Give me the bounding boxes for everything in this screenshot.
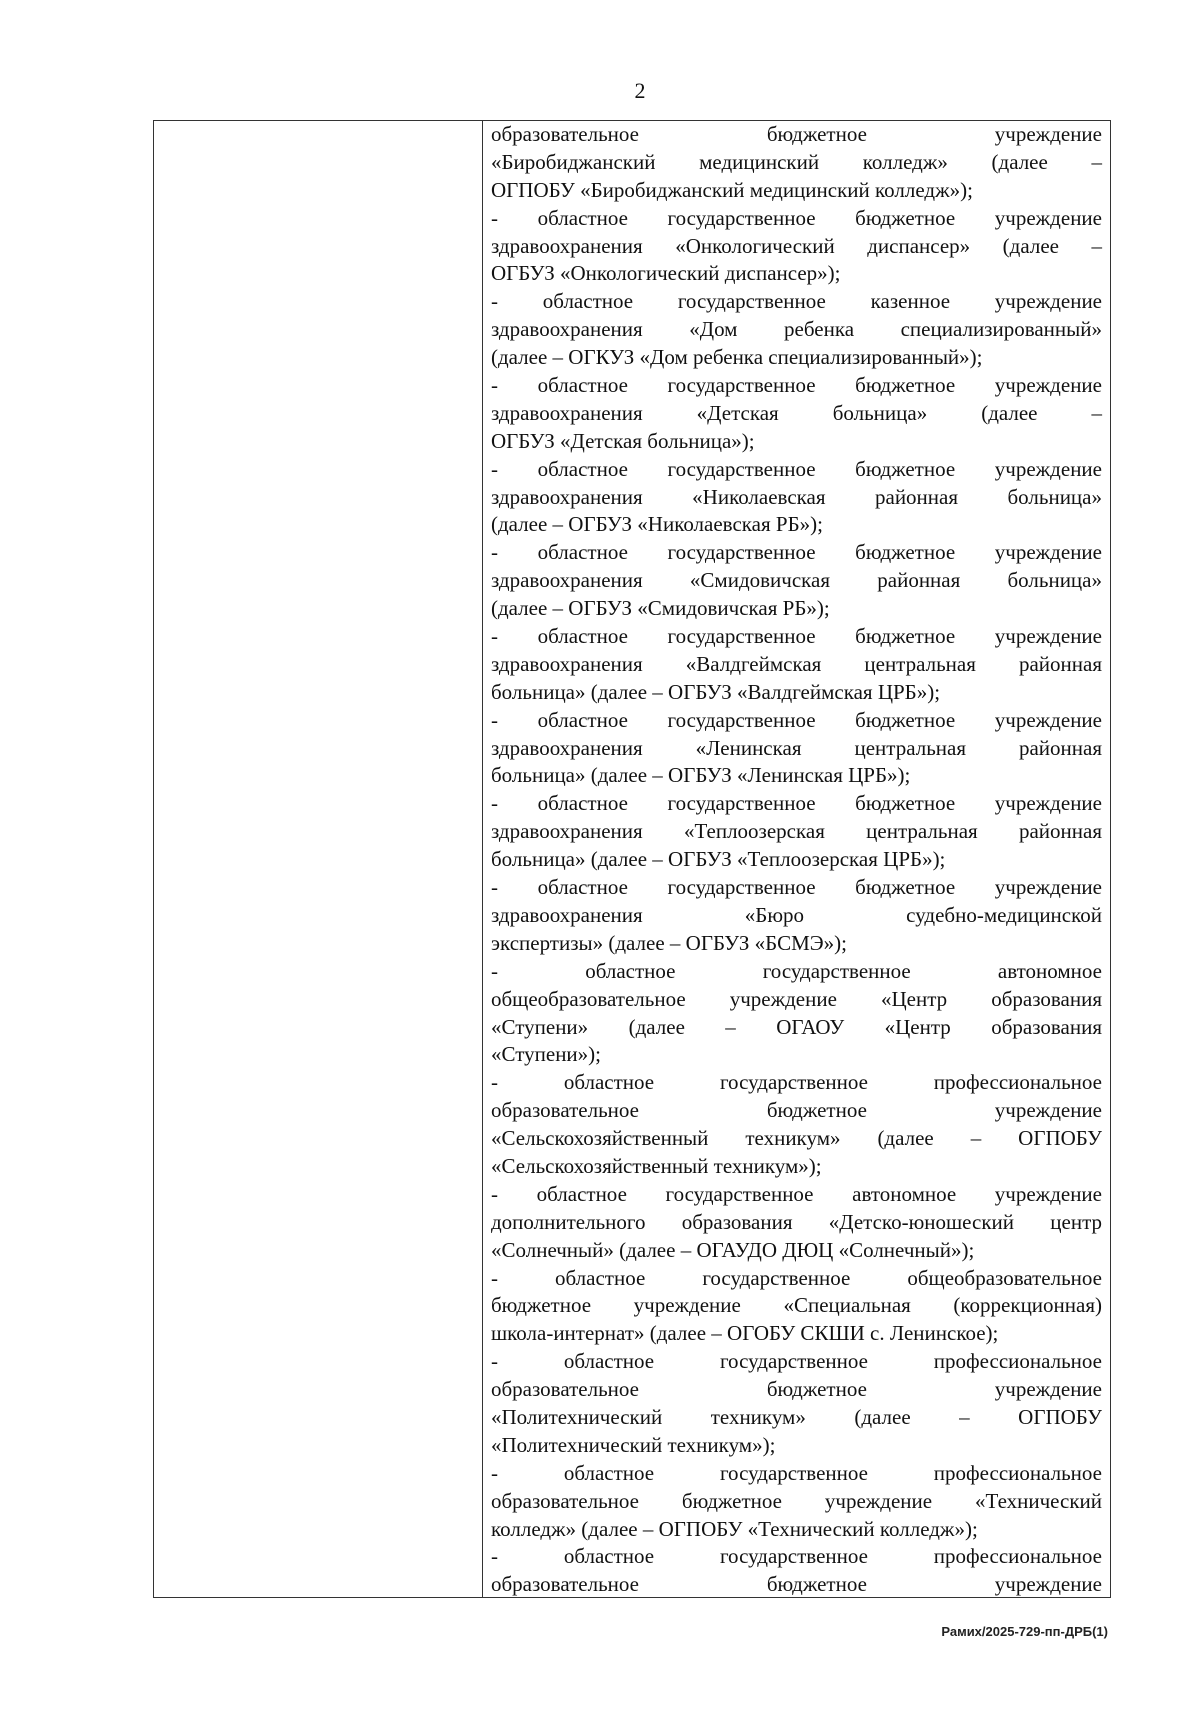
text-line: «Сельскохозяйственный техникум»); bbox=[491, 1153, 822, 1178]
document-table bbox=[153, 120, 1111, 1598]
text-line: - областное государственное бюджетное учреждение bbox=[491, 791, 1102, 816]
text-line: больница» (далее – ОГБУЗ «Теплоозерская ЦРБ»); bbox=[491, 847, 946, 872]
text-line: «Политехнический техникум» (далее – ОГПОБУ bbox=[491, 1404, 1102, 1429]
text-line: образовательное бюджетное учреждение bbox=[491, 1377, 1102, 1402]
text-line: здравоохранения «Ленинская центральная районная bbox=[491, 735, 1102, 760]
text-line: «Сельскохозяйственный техникум» (далее – ОГПОБУ bbox=[491, 1126, 1102, 1151]
text-line: дополнительного образования «Детско-юношеский центр bbox=[491, 1209, 1102, 1234]
text-line: - областное государственное казенное учреждение bbox=[491, 289, 1102, 314]
text-line: - областное государственное общеобразовательное bbox=[491, 1265, 1102, 1290]
text-line: - областное государственное профессиональное bbox=[491, 1460, 1102, 1485]
text-line: (далее – ОГБУЗ «Николаевская РБ»); bbox=[491, 512, 823, 537]
text-line: - областное государственное бюджетное учреждение bbox=[491, 875, 1102, 900]
text-line: «Политехнический техникум»); bbox=[491, 1432, 776, 1457]
text-line: - областное государственное профессиональное bbox=[491, 1070, 1102, 1095]
text-line: «Биробиджанский медицинский колледж» (далее – bbox=[491, 149, 1102, 174]
text-line: общеобразовательное учреждение «Центр образования bbox=[491, 986, 1102, 1011]
text-line: ОГБУЗ «Детская больница»); bbox=[491, 428, 755, 453]
text-line: колледж» (далее – ОГПОБУ «Технический колледж»); bbox=[491, 1516, 978, 1541]
column-divider bbox=[482, 121, 483, 1597]
text-line: ОГПОБУ «Биробиджанский медицинский колледж»); bbox=[491, 177, 973, 202]
text-line: - областное государственное бюджетное учреждение bbox=[491, 540, 1102, 565]
institutions-list-cell bbox=[491, 121, 1102, 1599]
text-line: здравоохранения «Валдгеймская центральная районная bbox=[491, 651, 1102, 676]
text-line: «Ступени»); bbox=[491, 1042, 601, 1067]
text-line: здравоохранения «Бюро судебно-медицинской bbox=[491, 902, 1102, 927]
text-line: здравоохранения «Дом ребенка специализированный» bbox=[491, 317, 1102, 342]
text-line: образовательное бюджетное учреждение bbox=[491, 1098, 1102, 1123]
text-line: больница» (далее – ОГБУЗ «Ленинская ЦРБ»); bbox=[491, 763, 911, 788]
text-line: (далее – ОГКУЗ «Дом ребенка специализированный»); bbox=[491, 345, 983, 370]
text-line: здравоохранения «Николаевская районная больница» bbox=[491, 484, 1102, 509]
text-line: «Ступени» (далее – ОГАОУ «Центр образования bbox=[491, 1014, 1102, 1039]
page-number: 2 bbox=[634, 78, 646, 103]
text-line: - областное государственное автономное bbox=[491, 958, 1102, 983]
text-line: ОГБУЗ «Онкологический диспансер»); bbox=[491, 261, 841, 286]
text-line: экспертизы» (далее – ОГБУЗ «БСМЭ»); bbox=[491, 930, 847, 955]
text-line: - областное государственное бюджетное учреждение bbox=[491, 205, 1102, 230]
text-line: (далее – ОГБУЗ «Смидовичская РБ»); bbox=[491, 596, 830, 621]
text-line: образовательное бюджетное учреждение bbox=[491, 1572, 1102, 1597]
text-line: образовательное бюджетное учреждение bbox=[491, 122, 1102, 146]
text-line: здравоохранения «Теплоозерская центральная районная bbox=[491, 819, 1102, 844]
text-line: больница» (далее – ОГБУЗ «Валдгеймская ЦРБ»); bbox=[491, 679, 941, 704]
text-line: здравоохранения «Смидовичская районная больница» bbox=[491, 568, 1102, 593]
text-line: - областное государственное бюджетное учреждение bbox=[491, 707, 1102, 732]
text-line: - областное государственное автономное учреждение bbox=[491, 1181, 1102, 1206]
text-line: «Солнечный» (далее – ОГАУДО ДЮЦ «Солнечный»); bbox=[491, 1237, 975, 1262]
document-code: Рамих/2025-729-пп-ДРБ(1) bbox=[941, 1624, 1108, 1639]
text-line: здравоохранения «Онкологический диспансер» (далее – bbox=[491, 233, 1102, 258]
text-line: бюджетное учреждение «Специальная (коррекционная) bbox=[491, 1293, 1102, 1318]
text-line: здравоохранения «Детская больница» (далее – bbox=[491, 400, 1102, 425]
text-line: школа-интернат» (далее – ОГОБУ СКШИ с. Ленинское); bbox=[491, 1321, 999, 1346]
text-line: - областное государственное бюджетное учреждение bbox=[491, 373, 1102, 398]
text-line: - областное государственное профессиональное bbox=[491, 1544, 1102, 1569]
text-line: - областное государственное бюджетное учреждение bbox=[491, 456, 1102, 481]
text-line: образовательное бюджетное учреждение «Технический bbox=[491, 1488, 1102, 1513]
text-line: - областное государственное бюджетное учреждение bbox=[491, 624, 1102, 649]
text-line: - областное государственное профессиональное bbox=[491, 1349, 1102, 1374]
